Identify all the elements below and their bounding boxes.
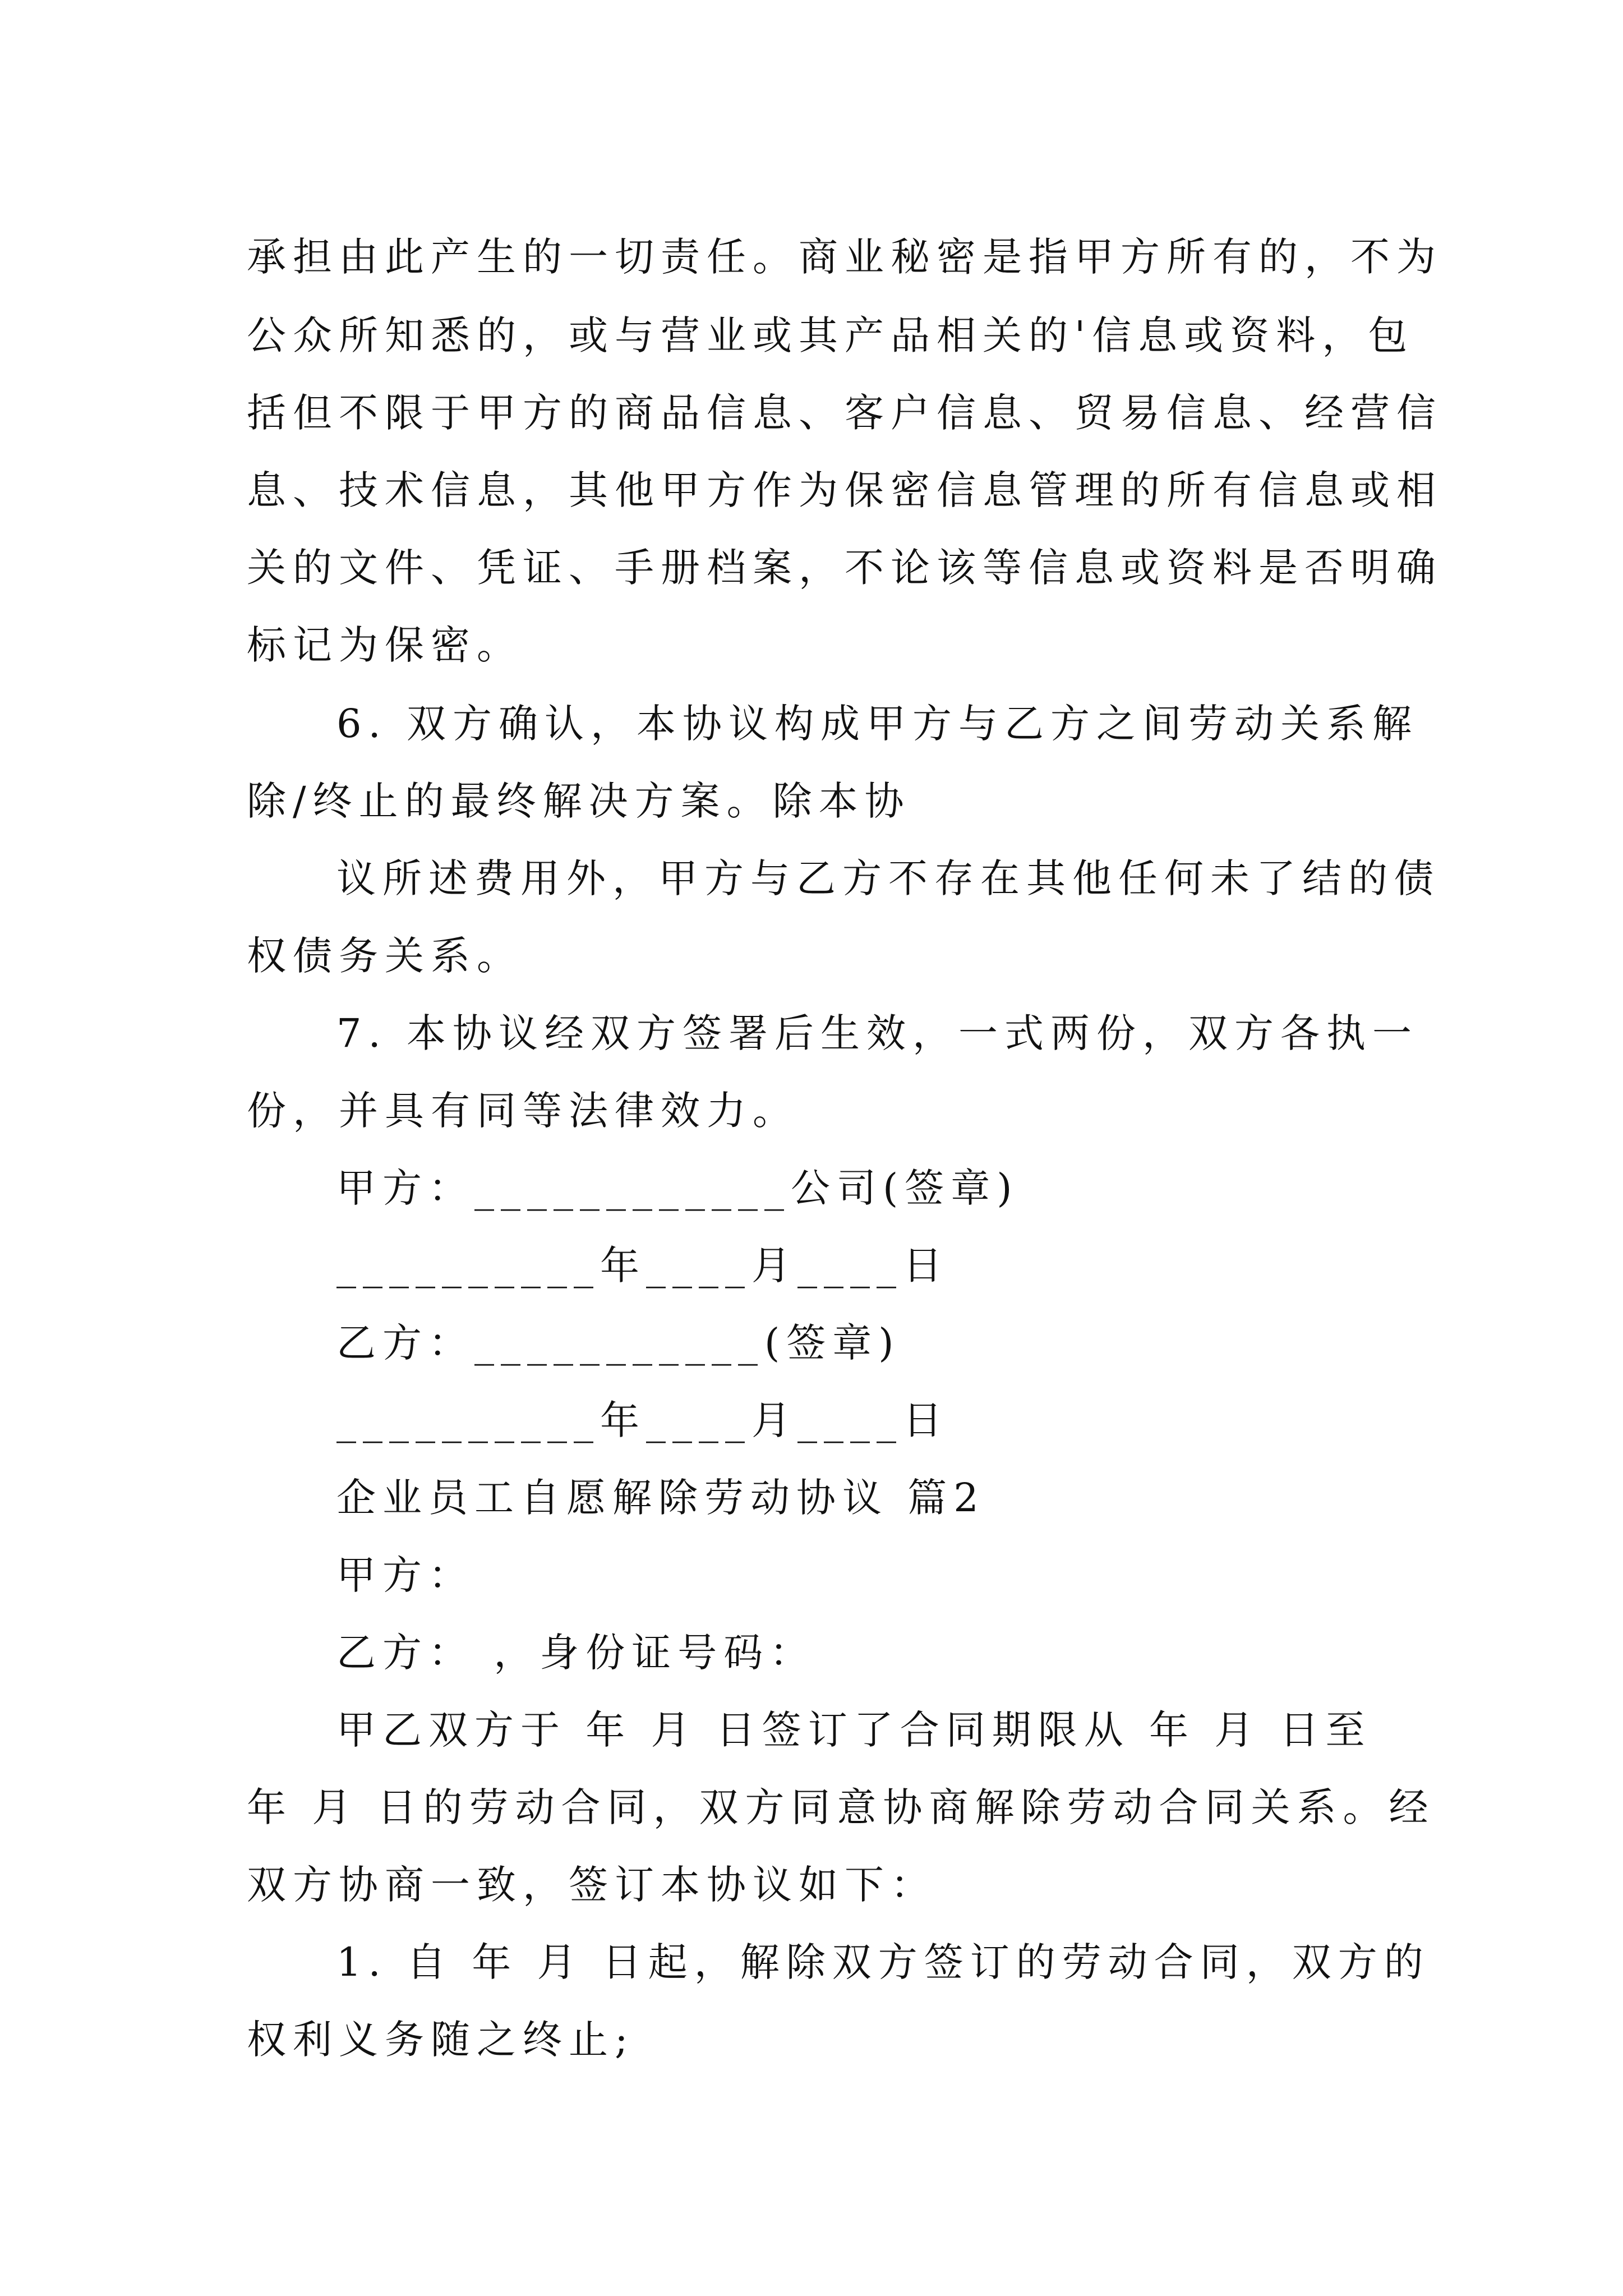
text-line: 息、技术信息，其他甲方作为保密信息管理的所有信息或相 — [247, 467, 1442, 513]
text-line: 括但不限于甲方的商品信息、客户信息、贸易信息、经营信 — [247, 390, 1442, 436]
clause-1-line-1: 1. 自 年 月 日起，解除双方签订的劳动合同，双方的 — [336, 1939, 1430, 1985]
party-a-label: 甲方： — [336, 1552, 474, 1598]
text-line: 标记为保密。 — [247, 622, 523, 668]
party-b-date: __________年____月____日 — [336, 1397, 949, 1443]
text-line: 公众所知悉的，或与营业或其产品相关的'信息或资料，包 — [247, 312, 1414, 358]
party-a-date: __________年____月____日 — [336, 1243, 949, 1289]
intro-line-1: 甲乙双方于 年 月 日签订了合同期限从 年 月 日至 — [336, 1707, 1372, 1753]
clause-7-line-2: 份，并具有同等法律效力。 — [247, 1088, 799, 1134]
text-line: 关的文件、凭证、手册档案，不论该等信息或资料是否明确 — [247, 545, 1442, 591]
party-a-signature: 甲方：____________公司(签章) — [336, 1165, 1019, 1211]
section-title: 企业员工自愿解除劳动协议 篇2 — [336, 1475, 985, 1521]
clause-6-line-4: 权债务关系。 — [247, 933, 523, 979]
document-body — [247, 0, 1442, 2296]
clause-7-line-1: 7. 本协议经双方签署后生效，一式两份，双方各执一 — [336, 1010, 1419, 1056]
party-b-signature: 乙方：___________(签章) — [336, 1320, 901, 1366]
clause-6-line-2: 除/终止的最终解决方案。除本协 — [247, 778, 911, 824]
intro-line-3: 双方协商一致，签订本协议如下： — [247, 1862, 937, 1908]
text-line: 承担由此产生的一切责任。商业秘密是指甲方所有的，不为 — [247, 234, 1442, 280]
clause-1-line-2: 权利义务随之终止; — [247, 2017, 635, 2063]
party-b-label: 乙方： ，身份证号码： — [336, 1630, 816, 1676]
intro-line-2: 年 月 日的劳动合同，双方同意协商解除劳动合同关系。经 — [247, 1784, 1435, 1830]
clause-6-line-1: 6. 双方确认，本协议构成甲方与乙方之间劳动关系解 — [336, 701, 1419, 747]
clause-6-line-3: 议所述费用外，甲方与乙方不存在其他任何未了结的债 — [336, 855, 1440, 901]
